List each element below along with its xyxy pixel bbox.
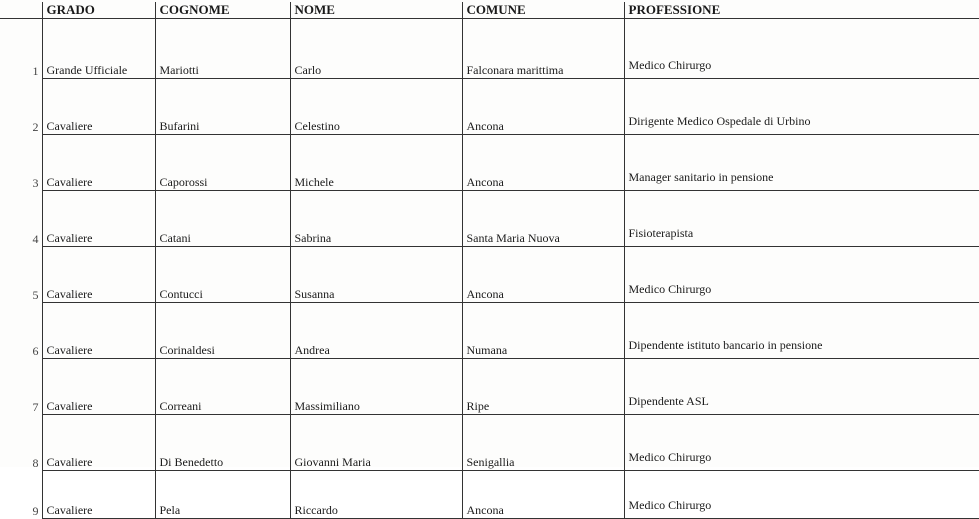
cell-grado: Grande Ufficiale <box>42 19 155 79</box>
cell-professione: Medico Chirurgo <box>624 471 979 519</box>
cell-comune: Ancona <box>462 135 624 191</box>
table-row <box>0 303 979 359</box>
row-number: 8 <box>32 455 39 470</box>
cell-professione: Manager sanitario in pensione <box>624 135 979 191</box>
cell-comune: Ripe <box>462 359 624 415</box>
header-cognome: COGNOME <box>155 2 290 19</box>
header-number <box>0 2 42 19</box>
row-number: 1 <box>32 63 39 78</box>
table-row <box>0 471 979 519</box>
table-row <box>0 135 979 191</box>
cell-comune: Falconara marittima <box>462 19 624 79</box>
cell-nome: Susanna <box>290 247 462 303</box>
cell-professione: Dipendente istituto bancario in pensione <box>624 303 979 359</box>
cell-professione: Fisioterapista <box>624 191 979 247</box>
table-row <box>0 191 979 247</box>
cell-nome: Massimiliano <box>290 359 462 415</box>
cell-grado: Cavaliere <box>42 471 155 519</box>
cell-cognome: Catani <box>155 191 290 247</box>
cell-cognome: Corinaldesi <box>155 303 290 359</box>
cell-comune: Santa Maria Nuova <box>462 191 624 247</box>
cell-nome: Sabrina <box>290 191 462 247</box>
cell-nome: Riccardo <box>290 471 462 519</box>
cell-professione: Medico Chirurgo <box>624 415 979 471</box>
cell-nome: Giovanni Maria <box>290 415 462 471</box>
header-row <box>0 2 979 19</box>
cell-grado: Cavaliere <box>42 247 155 303</box>
table-row <box>0 19 979 79</box>
header-professione: PROFESSIONE <box>624 2 979 19</box>
cell-cognome: Contucci <box>155 247 290 303</box>
cell-nome: Andrea <box>290 303 462 359</box>
cell-comune: Ancona <box>462 471 624 519</box>
table-row <box>0 415 979 471</box>
cell-professione: Medico Chirurgo <box>624 247 979 303</box>
cell-nome: Carlo <box>290 19 462 79</box>
table-row <box>0 359 979 415</box>
cell-cognome: Bufarini <box>155 79 290 135</box>
cell-cognome: Caporossi <box>155 135 290 191</box>
row-number: 2 <box>32 119 39 134</box>
header-nome: NOME <box>290 2 462 19</box>
cell-cognome: Di Benedetto <box>155 415 290 471</box>
cell-professione: Dipendente ASL <box>624 359 979 415</box>
header-grado: GRADO <box>42 2 155 19</box>
cell-grado: Cavaliere <box>42 359 155 415</box>
cell-nome: Celestino <box>290 79 462 135</box>
header-comune: COMUNE <box>462 2 624 19</box>
row-number: 3 <box>32 175 39 190</box>
table-body <box>0 19 979 519</box>
cell-professione: Medico Chirurgo <box>624 19 979 79</box>
table-header <box>0 2 979 19</box>
cell-cognome: Mariotti <box>155 19 290 79</box>
row-number: 9 <box>32 503 39 518</box>
honors-table <box>0 2 979 519</box>
cell-grado: Cavaliere <box>42 79 155 135</box>
cell-cognome: Correani <box>155 359 290 415</box>
cell-comune: Senigallia <box>462 415 624 471</box>
table-row <box>0 247 979 303</box>
cell-comune: Ancona <box>462 247 624 303</box>
table-row <box>0 79 979 135</box>
cell-comune: Ancona <box>462 79 624 135</box>
cell-grado: Cavaliere <box>42 303 155 359</box>
cell-grado: Cavaliere <box>42 135 155 191</box>
row-number: 4 <box>32 231 39 246</box>
row-number: 7 <box>32 399 39 414</box>
cell-grado: Cavaliere <box>42 415 155 471</box>
row-number: 6 <box>32 343 39 358</box>
cell-grado: Cavaliere <box>42 191 155 247</box>
row-number: 5 <box>32 287 39 302</box>
cell-cognome: Pela <box>155 471 290 519</box>
cell-comune: Numana <box>462 303 624 359</box>
cell-nome: Michele <box>290 135 462 191</box>
cell-professione: Dirigente Medico Ospedale di Urbino <box>624 79 979 135</box>
